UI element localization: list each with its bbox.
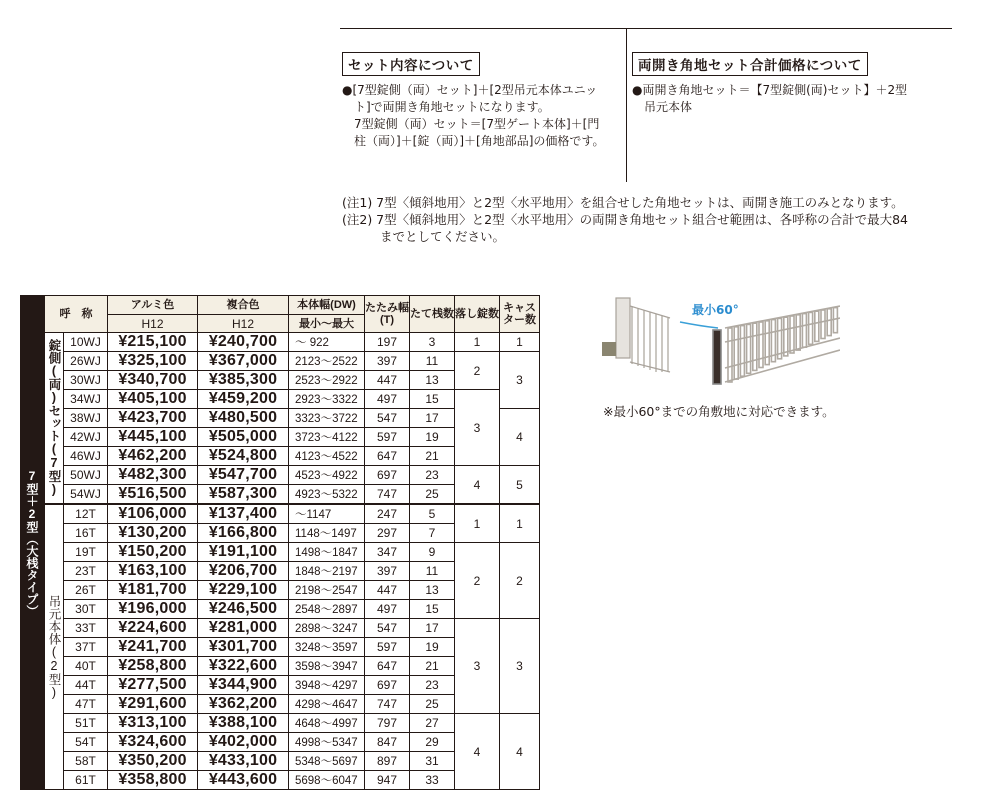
price-fukugo: ¥459,200 (198, 390, 289, 409)
folded-width: 647 (365, 657, 410, 676)
folded-width: 397 (365, 562, 410, 581)
model-name: 16T (64, 524, 108, 543)
caster-count: 4 (500, 409, 540, 466)
price-alumi: ¥516,500 (108, 485, 198, 505)
model-name: 34WJ (64, 390, 108, 409)
model-name: 19T (64, 543, 108, 562)
price-fukugo: ¥301,700 (198, 638, 289, 657)
body-width-range: 2123〜2522 (289, 352, 365, 371)
note-1: (注1) 7型〈傾斜地用〉と2型〈水平地用〉を組合せした角地セットは、両開き施工のみとなります。 (342, 195, 904, 210)
header-dw-range: 最小〜最大 (289, 315, 365, 333)
gate-bar (790, 316, 794, 353)
price-fukugo: ¥524,800 (198, 447, 289, 466)
table-row (21, 714, 540, 733)
body-width-range: 3248〜3597 (289, 638, 365, 657)
gate-bar (765, 321, 769, 365)
price-fukugo: ¥229,100 (198, 581, 289, 600)
group-label: 吊元本体(2型) (45, 504, 64, 790)
folded-width: 247 (365, 504, 410, 524)
body-width-range: 3598〜3947 (289, 657, 365, 676)
body-width-range: 5698〜6047 (289, 771, 365, 790)
note-2-cont: までとしてください。 (380, 229, 506, 244)
price-alumi: ¥258,800 (108, 657, 198, 676)
body-width-range: 2898〜3247 (289, 619, 365, 638)
model-name: 46WJ (64, 447, 108, 466)
body-width-range: 4523〜4922 (289, 466, 365, 485)
tate-count: 13 (410, 581, 455, 600)
model-name: 58T (64, 752, 108, 771)
model-name: 40T (64, 657, 108, 676)
body-width-range: 2198〜2547 (289, 581, 365, 600)
folded-width: 347 (365, 543, 410, 562)
tate-count: 23 (410, 676, 455, 695)
price-alumi: ¥224,600 (108, 619, 198, 638)
text-line: ●両開き角地セット＝【7型錠側(両)セット】＋2型 (632, 83, 908, 97)
price-alumi: ¥423,700 (108, 409, 198, 428)
body-width-range: 1848〜2197 (289, 562, 365, 581)
otoshi-count: 3 (455, 390, 500, 466)
table-row (21, 504, 540, 524)
gate-bar (796, 315, 800, 350)
model-name: 30T (64, 600, 108, 619)
series-band-label: 7型＋2型（大桟タイプ） (21, 296, 45, 790)
photo-caption: ※最小60°までの角敷地に対応できます。 (603, 404, 835, 419)
table-row (21, 390, 540, 409)
price-fukugo: ¥367,000 (198, 352, 289, 371)
otoshi-count: 2 (455, 543, 500, 619)
left-gate-image (602, 298, 670, 372)
tate-count: 25 (410, 695, 455, 714)
folded-width: 397 (365, 352, 410, 371)
model-name: 50WJ (64, 466, 108, 485)
body-width-range: 3723〜4122 (289, 428, 365, 447)
tate-count: 23 (410, 466, 455, 485)
caster-count: 3 (500, 352, 540, 409)
table-row (21, 543, 540, 562)
model-name: 42WJ (64, 428, 108, 447)
gate-photo (600, 292, 840, 388)
price-fukugo: ¥433,100 (198, 752, 289, 771)
price-fukugo: ¥402,000 (198, 733, 289, 752)
price-fukugo: ¥137,400 (198, 504, 289, 524)
model-name: 33T (64, 619, 108, 638)
price-fukugo: ¥505,000 (198, 428, 289, 447)
gate-bar (740, 326, 744, 377)
gate-bar (802, 314, 806, 348)
body-width-range: 〜1147 (289, 504, 365, 524)
body-width-range: 5348〜5697 (289, 752, 365, 771)
price-alumi: ¥196,000 (108, 600, 198, 619)
tate-count: 33 (410, 771, 455, 790)
header-alumi-h12: H12 (108, 315, 198, 333)
top-rule (340, 28, 952, 29)
tate-count: 21 (410, 447, 455, 466)
price-alumi: ¥405,100 (108, 390, 198, 409)
price-alumi: ¥350,200 (108, 752, 198, 771)
folded-width: 697 (365, 466, 410, 485)
tate-count: 21 (410, 657, 455, 676)
gate-bar (753, 323, 757, 370)
folded-width: 297 (365, 524, 410, 543)
body-width-range: 4123〜4522 (289, 447, 365, 466)
model-name: 23T (64, 562, 108, 581)
text-line: 吊元本体 (644, 100, 693, 114)
gate-bar (747, 324, 751, 373)
folded-width: 647 (365, 447, 410, 466)
folded-width: 597 (365, 428, 410, 447)
tate-count: 15 (410, 600, 455, 619)
body-width-range: 〜 922 (289, 333, 365, 352)
price-alumi: ¥181,700 (108, 581, 198, 600)
price-fukugo: ¥388,100 (198, 714, 289, 733)
tate-count: 7 (410, 524, 455, 543)
tate-count: 31 (410, 752, 455, 771)
caster-count: 3 (500, 619, 540, 714)
angle-label: 最小60° (692, 303, 739, 317)
price-alumi: ¥462,200 (108, 447, 198, 466)
model-name: 54WJ (64, 485, 108, 505)
otoshi-count: 2 (455, 352, 500, 390)
model-name: 38WJ (64, 409, 108, 428)
body-width-range: 4923〜5322 (289, 485, 365, 505)
gate-bar (728, 328, 732, 382)
price-fukugo: ¥480,500 (198, 409, 289, 428)
body-width-range: 2923〜3322 (289, 390, 365, 409)
price-alumi: ¥325,100 (108, 352, 198, 371)
text-line: 7型錠側（両）セット＝[7型ゲート本体]＋[門 (354, 117, 600, 131)
tate-count: 17 (410, 409, 455, 428)
gate-bar (827, 309, 831, 336)
otoshi-count: 4 (455, 466, 500, 505)
notes (342, 194, 942, 245)
price-alumi: ¥482,300 (108, 466, 198, 485)
price-alumi: ¥340,700 (108, 371, 198, 390)
header-dw: 本体幅(DW) (289, 296, 365, 315)
header-fukugo-h12: H12 (198, 315, 289, 333)
body-width-range: 3948〜4297 (289, 676, 365, 695)
text-line: 柱（両）]＋[錠（両）]＋[角地部品]の価格です。 (354, 134, 605, 148)
folded-width: 447 (365, 581, 410, 600)
tate-count: 19 (410, 428, 455, 447)
price-alumi: ¥241,700 (108, 638, 198, 657)
body-width-range: 2548〜2897 (289, 600, 365, 619)
price-fukugo: ¥191,100 (198, 543, 289, 562)
model-name: 37T (64, 638, 108, 657)
gate-bar (815, 311, 819, 341)
header-otoshi: 落し錠数 (455, 296, 500, 333)
tate-count: 13 (410, 371, 455, 390)
price-fukugo: ¥240,700 (198, 333, 289, 352)
set-contents-text (342, 82, 627, 150)
price-fukugo: ¥587,300 (198, 485, 289, 505)
price-alumi: ¥150,200 (108, 543, 198, 562)
tate-count: 29 (410, 733, 455, 752)
header-name: 呼 称 (45, 296, 108, 333)
model-name: 51T (64, 714, 108, 733)
price-fukugo: ¥547,700 (198, 466, 289, 485)
price-alumi: ¥358,800 (108, 771, 198, 790)
price-alumi: ¥313,100 (108, 714, 198, 733)
total-price-heading: 両開き角地セット合計価格について (632, 52, 868, 76)
gate-bar (784, 317, 788, 356)
tate-count: 3 (410, 333, 455, 352)
header-fukugo: 複合色 (198, 296, 289, 315)
total-price-text (632, 82, 952, 116)
tate-count: 15 (410, 390, 455, 409)
price-fukugo: ¥362,200 (198, 695, 289, 714)
price-fukugo: ¥281,000 (198, 619, 289, 638)
text-line: ●[7型錠側（両）セット]＋[2型吊元本体ユニッ (342, 83, 598, 97)
tate-count: 19 (410, 638, 455, 657)
price-alumi: ¥445,100 (108, 428, 198, 447)
angle-arrow (680, 322, 718, 328)
folded-width: 797 (365, 714, 410, 733)
price-fukugo: ¥344,900 (198, 676, 289, 695)
folded-width: 197 (365, 333, 410, 352)
caster-count: 4 (500, 714, 540, 790)
group-label: 錠側(両)セット(7型) (45, 333, 64, 505)
set-contents-heading: セット内容について (342, 52, 480, 76)
model-name: 61T (64, 771, 108, 790)
table-row (21, 333, 540, 352)
gate-bar (759, 322, 763, 368)
gate-bar (821, 310, 825, 339)
caster-count: 1 (500, 333, 540, 352)
folded-width: 447 (365, 371, 410, 390)
model-name: 44T (64, 676, 108, 695)
price-fukugo: ¥443,600 (198, 771, 289, 790)
otoshi-count: 3 (455, 619, 500, 714)
tate-count: 27 (410, 714, 455, 733)
gate-bar (809, 312, 813, 344)
folded-width: 947 (365, 771, 410, 790)
folded-width: 747 (365, 485, 410, 505)
folded-width: 597 (365, 638, 410, 657)
caster-count: 1 (500, 504, 540, 543)
tate-count: 25 (410, 485, 455, 505)
body-width-range: 2523〜2922 (289, 371, 365, 390)
caster-count: 5 (500, 466, 540, 505)
price-alumi: ¥106,000 (108, 504, 198, 524)
model-name: 54T (64, 733, 108, 752)
price-table (20, 295, 540, 790)
body-width-range: 1148〜1497 (289, 524, 365, 543)
note-2: (注2) 7型〈傾斜地用〉と2型〈水平地用〉の両開き角地セット組合せ範囲は、各呼称の合計で最大84 (342, 212, 908, 227)
model-name: 10WJ (64, 333, 108, 352)
price-alumi: ¥130,200 (108, 524, 198, 543)
body-width-range: 1498〜1847 (289, 543, 365, 562)
tate-count: 11 (410, 562, 455, 581)
model-name: 30WJ (64, 371, 108, 390)
folded-width: 747 (365, 695, 410, 714)
model-name: 12T (64, 504, 108, 524)
folded-width: 497 (365, 600, 410, 619)
folded-width: 547 (365, 409, 410, 428)
price-alumi: ¥163,100 (108, 562, 198, 581)
table-row (21, 352, 540, 371)
price-fukugo: ¥206,700 (198, 562, 289, 581)
price-fukugo: ¥246,500 (198, 600, 289, 619)
tate-count: 17 (410, 619, 455, 638)
body-width-range: 3323〜3722 (289, 409, 365, 428)
table-row (21, 619, 540, 638)
gate-bar (833, 308, 837, 333)
tate-count: 9 (410, 543, 455, 562)
price-fukugo: ¥322,600 (198, 657, 289, 676)
right-gate-image (713, 306, 840, 384)
header-tate: たて桟数 (410, 296, 455, 333)
body-width-range: 4648〜4997 (289, 714, 365, 733)
otoshi-count: 4 (455, 714, 500, 790)
model-name: 26T (64, 581, 108, 600)
folded-width: 697 (365, 676, 410, 695)
price-alumi: ¥291,600 (108, 695, 198, 714)
otoshi-count: 1 (455, 504, 500, 543)
model-name: 47T (64, 695, 108, 714)
gate-bar (778, 318, 782, 358)
tate-count: 11 (410, 352, 455, 371)
folded-width: 847 (365, 733, 410, 752)
tate-count: 5 (410, 504, 455, 524)
price-fukugo: ¥385,300 (198, 371, 289, 390)
header-caster: キャスター数 (500, 296, 540, 333)
body-width-range: 4998〜5347 (289, 733, 365, 752)
text-line: ト]で両開き角地セットになります。 (354, 100, 550, 114)
price-alumi: ¥277,500 (108, 676, 198, 695)
otoshi-count: 1 (455, 333, 500, 352)
table-row (21, 466, 540, 485)
gate-bar (734, 327, 738, 379)
price-alumi: ¥215,100 (108, 333, 198, 352)
body-width-range: 4298〜4647 (289, 695, 365, 714)
caster-count: 2 (500, 543, 540, 619)
folded-width: 547 (365, 619, 410, 638)
header-alumi: アルミ色 (108, 296, 198, 315)
folded-width: 497 (365, 390, 410, 409)
header-t: たたみ幅(T) (365, 296, 410, 333)
model-name: 26WJ (64, 352, 108, 371)
price-fukugo: ¥166,800 (198, 524, 289, 543)
price-alumi: ¥324,600 (108, 733, 198, 752)
folded-width: 897 (365, 752, 410, 771)
